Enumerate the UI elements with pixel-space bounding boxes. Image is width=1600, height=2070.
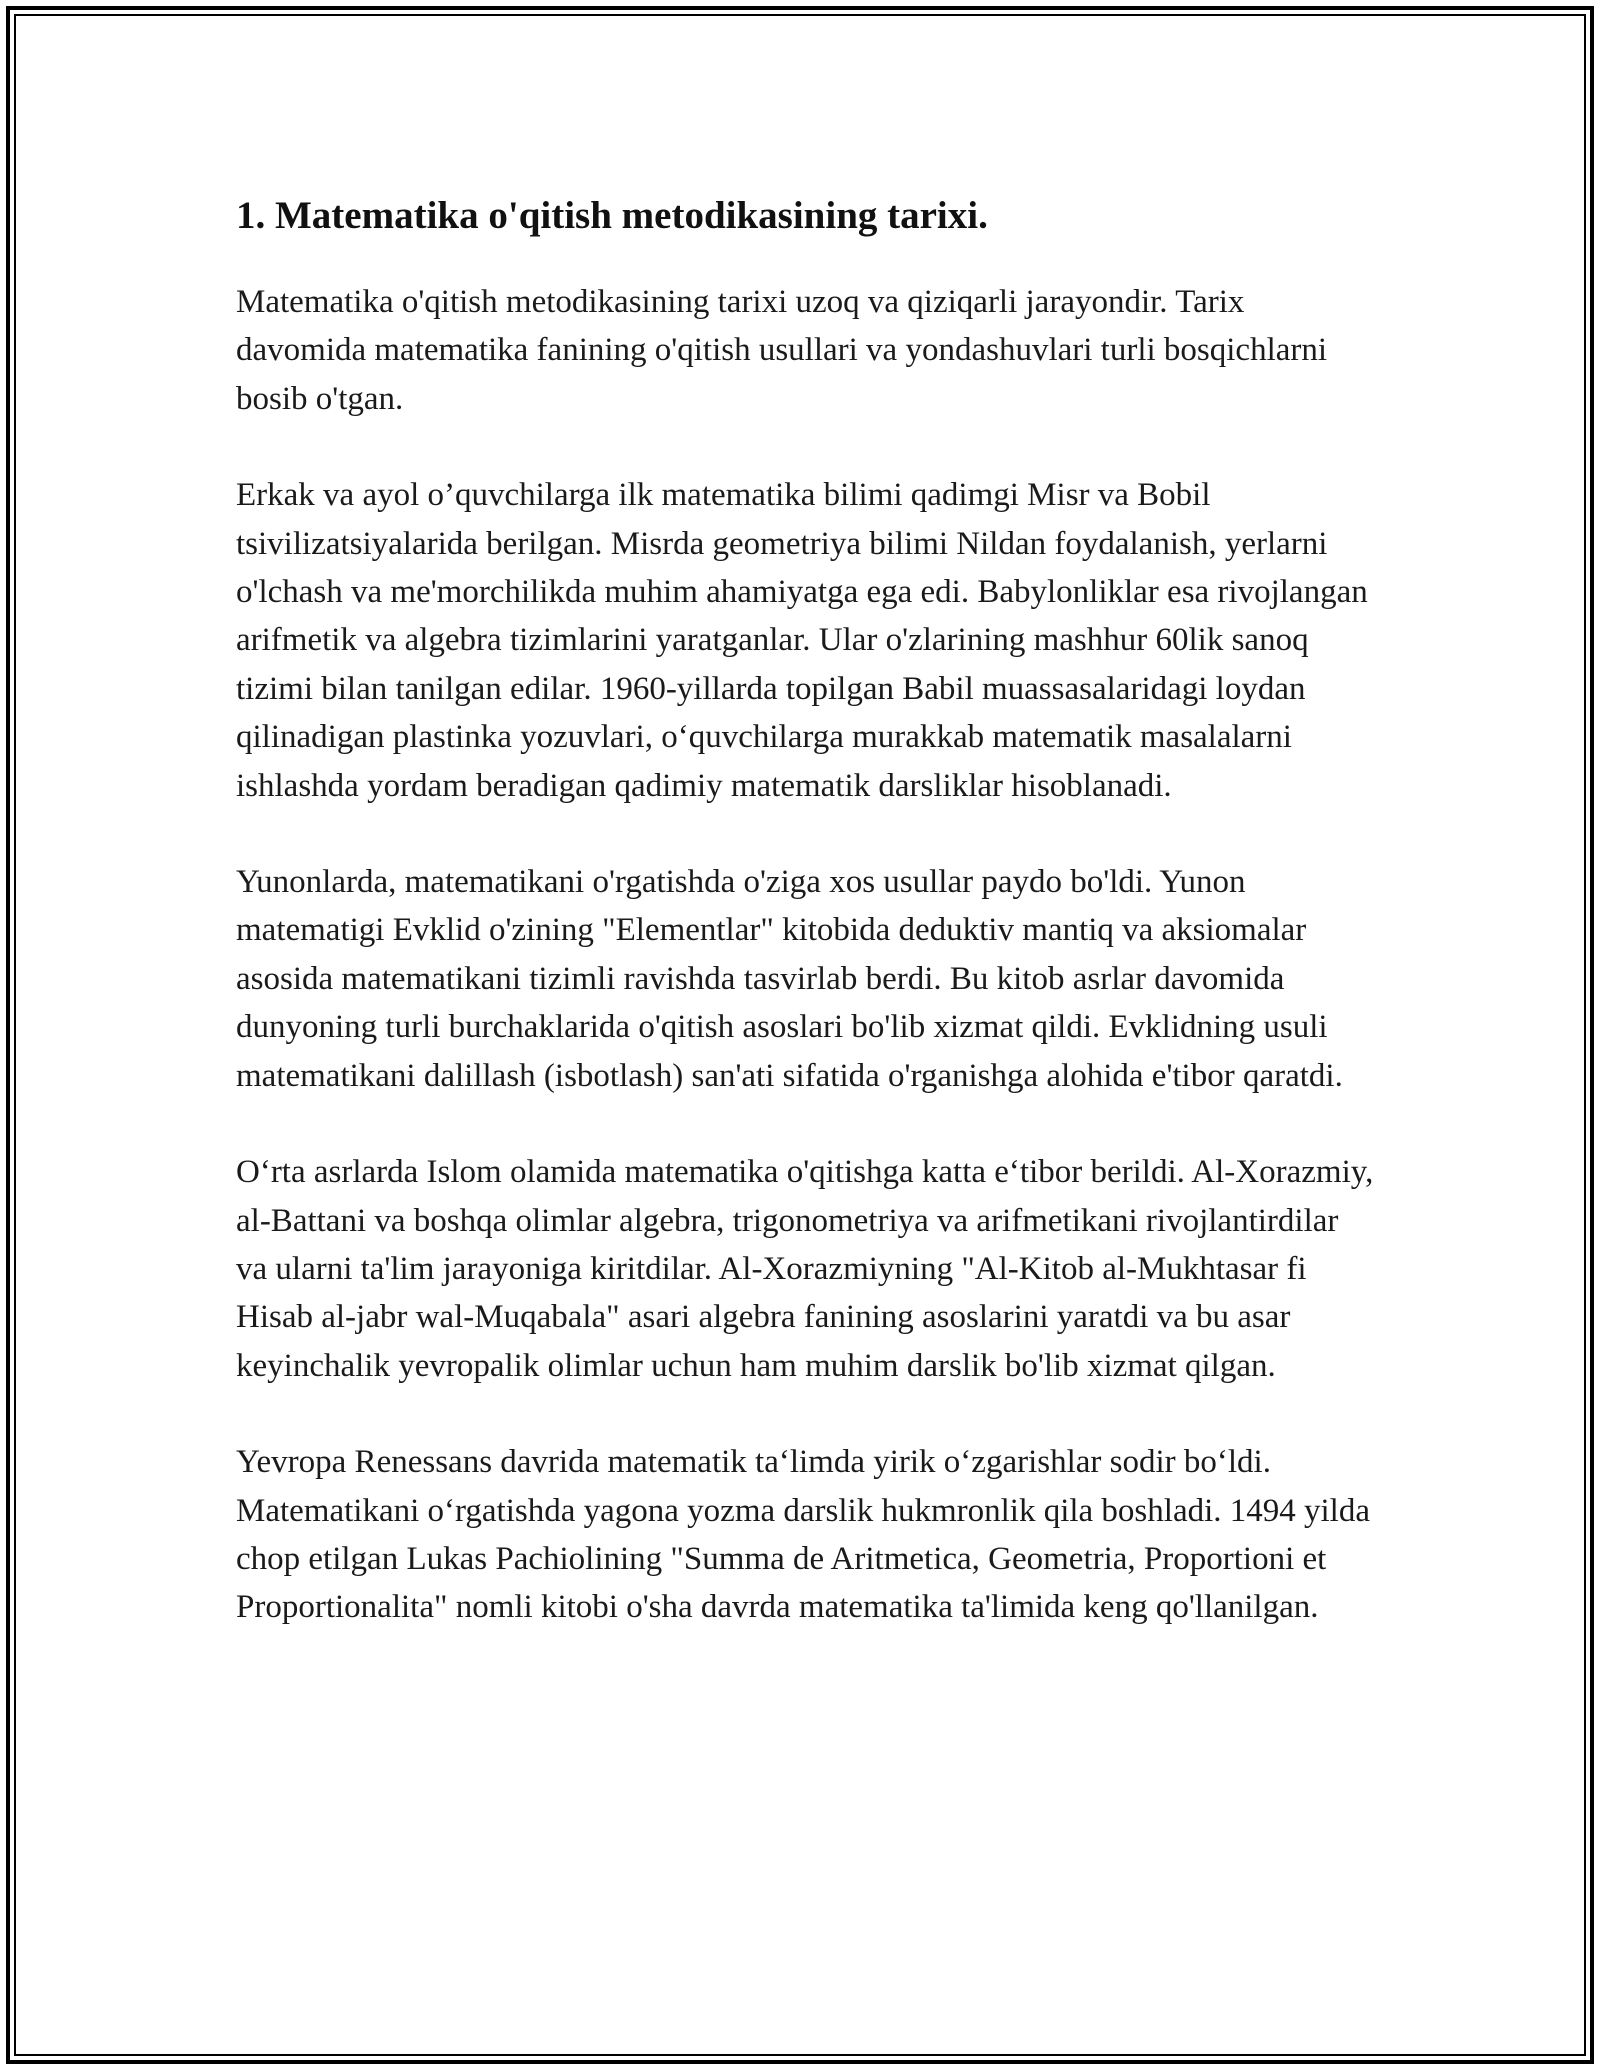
paragraph-intro: Matematika o'qitish metodikasining tarixi uzoq va qiziqarli jarayondir. Tarix davomida matematika fanining o'qitish usullari va yondashuvlari turli bosqichlarni bosib o'tgan. [236, 284, 1328, 417]
paragraph-egypt-babylon: Erkak va ayol o’quvchilarga ilk matematika bilimi qadimgi Misr va Bobil tsivilizatsiyalarida berilgan. Misrda geometriya bilimi Nildan foydalanish, yerlarni o'lchash va me'morchilikda muhim ahamiyatga ega edi. Babylonliklar esa rivojlangan arifmetik va algebra tizimlarini yaratganlar. Ular o'zlarining mashhur 60lik sanoq tizimi bilan tanilgan edilar. 1960-yillarda topilgan Babil muassasalaridagi loydan qilinadigan plastinka yozuvlari, oʻquvchilarga murakkab matematik masalalarni ishlashda yordam beradigan qadimiy matematik darsliklar hisoblanadi. [236, 477, 1368, 804]
paragraph-greece: Yunonlarda, matematikani o'rgatishda o'ziga xos usullar paydo bo'ldi. Yunon matematigi Evklid o'zining "Elementlar" kitobida deduktiv mantiq va aksiomalar asosida matematikani tizimli ravishda tasvirlab berdi. Bu kitob asrlar davomida dunyoning turli burchaklarida o'qitish asoslari bo'lib xizmat qildi. Evklidning usuli matematikani dalillash (isbotlash) san'ati sifatida o'rganishga alohida e'tibor qaratdi. [236, 864, 1343, 1094]
section-heading: 1. Matematika o'qitish metodikasining tarixi. [236, 194, 988, 237]
paragraph-renaissance: Yevropa Renessans davrida matematik taʻlimda yirik oʻzgarishlar sodir boʻldi. Matematikani oʻrgatishda yagona yozma darslik hukmronlik qila boshladi. 1494 yilda chop etilgan Lukas Pachiolining "Summa de Aritmetica, Geometria, Proportioni et Proportionalita" nomli kitobi o'sha davrda matematika ta'limida keng qo'llanilgan. [236, 1444, 1370, 1626]
document-content [236, 188, 1376, 1680]
paragraph-islamic-world: Oʻrta asrlarda Islom olamida matematika o'qitishga katta eʻtibor berildi. Al-Xorazmiy, al-Battani va boshqa olimlar algebra, trigonometriya va arifmetikani rivojlantirdilar va ularni ta'lim jarayoniga kiritdilar. Al-Xorazmiyning "Al-Kitob al-Mukhtasar fi Hisab al-jabr wal-Muqabala" asari algebra fanining asoslarini yaratdi va bu asar keyinchalik yevropalik olimlar uchun ham muhim darslik bo'lib xizmat qilgan. [236, 1154, 1374, 1384]
